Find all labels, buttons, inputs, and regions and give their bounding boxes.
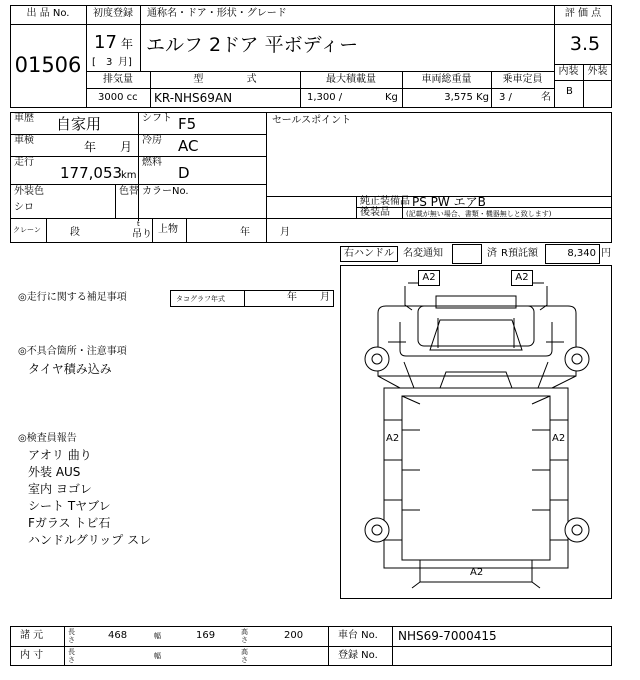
color-value: シロ	[14, 202, 34, 213]
length-label-2: 長さ	[68, 648, 75, 664]
first-reg-month: 3	[106, 57, 113, 68]
ac-label: 冷房	[142, 135, 162, 146]
mileage-label: 走行	[14, 157, 34, 168]
r-tax-label: R預託額	[501, 248, 538, 259]
max-load-value: 1,300 /	[307, 92, 343, 103]
supplementary-title: ◎走行に関する補足事項	[18, 292, 127, 303]
shift-label: シフト	[142, 113, 172, 124]
score-label: 評 価 点	[564, 8, 602, 19]
capacity-label: 乗車定員	[502, 74, 543, 85]
crane-month: 月	[280, 227, 290, 238]
crane-lift-unit: 吊り	[132, 229, 152, 240]
interior-grade: B	[566, 86, 573, 97]
gross-weight-label: 車両総重量	[421, 74, 472, 85]
width-value: 169	[196, 630, 216, 641]
dimensions-label: 諸 元	[20, 630, 44, 641]
height-label: 高さ	[241, 628, 248, 644]
vehicle-name: エルフ 2ドア 平ボディー	[146, 34, 359, 56]
max-load-unit: Kg	[385, 92, 398, 103]
inspector-item: 室内 ヨゴレ	[28, 482, 92, 496]
crane-year: 年	[240, 227, 250, 238]
fuel-value: D	[178, 164, 190, 182]
r-tax-value: 8,340	[567, 248, 596, 259]
mark-bottom: A2	[470, 567, 484, 578]
model-value: KR-NHS69AN	[154, 91, 233, 105]
width-label: 幅	[154, 632, 161, 640]
mileage-value: 177,053	[60, 164, 123, 182]
first-reg-month-open: [	[92, 57, 96, 68]
crane-label: クレーン	[13, 226, 41, 234]
r-tax-unit: 円	[601, 248, 611, 259]
lot-no: 01506	[14, 53, 82, 77]
equipment-value: PS PW エアB	[412, 195, 486, 209]
right-hand-label: 右ハンドル	[344, 248, 394, 259]
model-label: 型 式	[193, 74, 257, 85]
first-reg-month-unit: 月]	[118, 57, 132, 68]
crane-t: t	[137, 220, 140, 228]
mileage-unit: km	[121, 170, 137, 181]
interior-dims-label: 内 寸	[20, 650, 44, 661]
inspector-item: Fガラス トビ石	[28, 516, 111, 530]
retrofit-note: (記載が無い場合、書類・機器無しと致します)	[406, 210, 552, 218]
inspection-label: 車検	[14, 135, 34, 146]
height-value: 200	[284, 630, 304, 641]
history-value: 自家用	[56, 115, 102, 133]
displacement-value: 3000 cc	[98, 92, 138, 103]
gross-weight-value: 3,575 Kg	[444, 92, 489, 103]
lot-no-label: 出 品 No.	[26, 8, 70, 19]
inspector-item: ハンドルグリップ スレ	[28, 533, 152, 547]
ac-value: AC	[178, 137, 199, 155]
inspector-title: ◎検査員報告	[18, 433, 77, 444]
crane-mount-label: 上物	[158, 224, 178, 235]
max-load-label: 最大積載量	[326, 74, 376, 85]
retrofit-label: 後装品	[360, 207, 390, 218]
name-change-label: 名変通知	[403, 248, 443, 259]
inspector-list	[28, 447, 151, 549]
defects-text: タイヤ積み込み	[28, 362, 112, 376]
first-reg-year-unit: 年	[121, 37, 134, 51]
color-no-label: カラーNo.	[142, 186, 189, 197]
tachograph-month: 月	[320, 292, 330, 303]
defects-title: ◎不具合箇所・注意事項	[18, 346, 127, 357]
chassis-value: NHS69-7000415	[398, 629, 497, 643]
history-label: 車歴	[14, 113, 34, 124]
mark-top-right: A2	[515, 272, 529, 283]
exterior-grade-label: 外装	[587, 66, 608, 77]
displacement-label: 排気量	[103, 74, 133, 85]
capacity-value: 3 /	[499, 92, 512, 103]
tachograph-year: 年	[287, 292, 297, 303]
chassis-label: 車台 No.	[338, 630, 378, 641]
fuel-label: 燃料	[142, 157, 162, 168]
color-plain-label: 色替	[119, 186, 139, 197]
name-label: 通称名・ドア・形状・グレード	[147, 8, 287, 19]
equipment-label: 純正装備品	[360, 196, 410, 207]
shift-value: F5	[178, 115, 197, 133]
capacity-unit: 名	[541, 92, 551, 103]
mark-top-left: A2	[422, 272, 436, 283]
name-change-box	[452, 244, 482, 264]
inspection-month: 月	[120, 140, 133, 154]
registration-label: 登録 No.	[338, 650, 378, 661]
color-label: 外装色	[14, 186, 44, 197]
tachograph-label: タコグラフ年式	[176, 295, 225, 303]
width-label-2: 幅	[154, 652, 161, 660]
inspector-item: アオリ 曲り	[28, 448, 92, 462]
length-value: 468	[108, 630, 128, 641]
vehicle-diagram	[340, 265, 612, 599]
crane-stage-unit: 段	[70, 227, 80, 238]
first-reg-label: 初度登録	[93, 8, 133, 19]
length-label: 長さ	[68, 628, 75, 644]
score: 3.5	[569, 33, 601, 55]
inspector-item: 外装 AUS	[28, 465, 81, 479]
inspection-year: 年	[84, 140, 97, 154]
interior-grade-label: 内装	[558, 66, 579, 77]
r-tax-prefix: 済	[487, 248, 497, 259]
mark-left: A2	[386, 433, 400, 444]
height-label-2: 高さ	[241, 648, 248, 664]
first-reg-year: 17	[94, 32, 117, 53]
sales-point-label: セールスポイント	[272, 115, 352, 126]
mark-right: A2	[552, 433, 566, 444]
inspector-item: シート Tヤブレ	[28, 499, 111, 513]
